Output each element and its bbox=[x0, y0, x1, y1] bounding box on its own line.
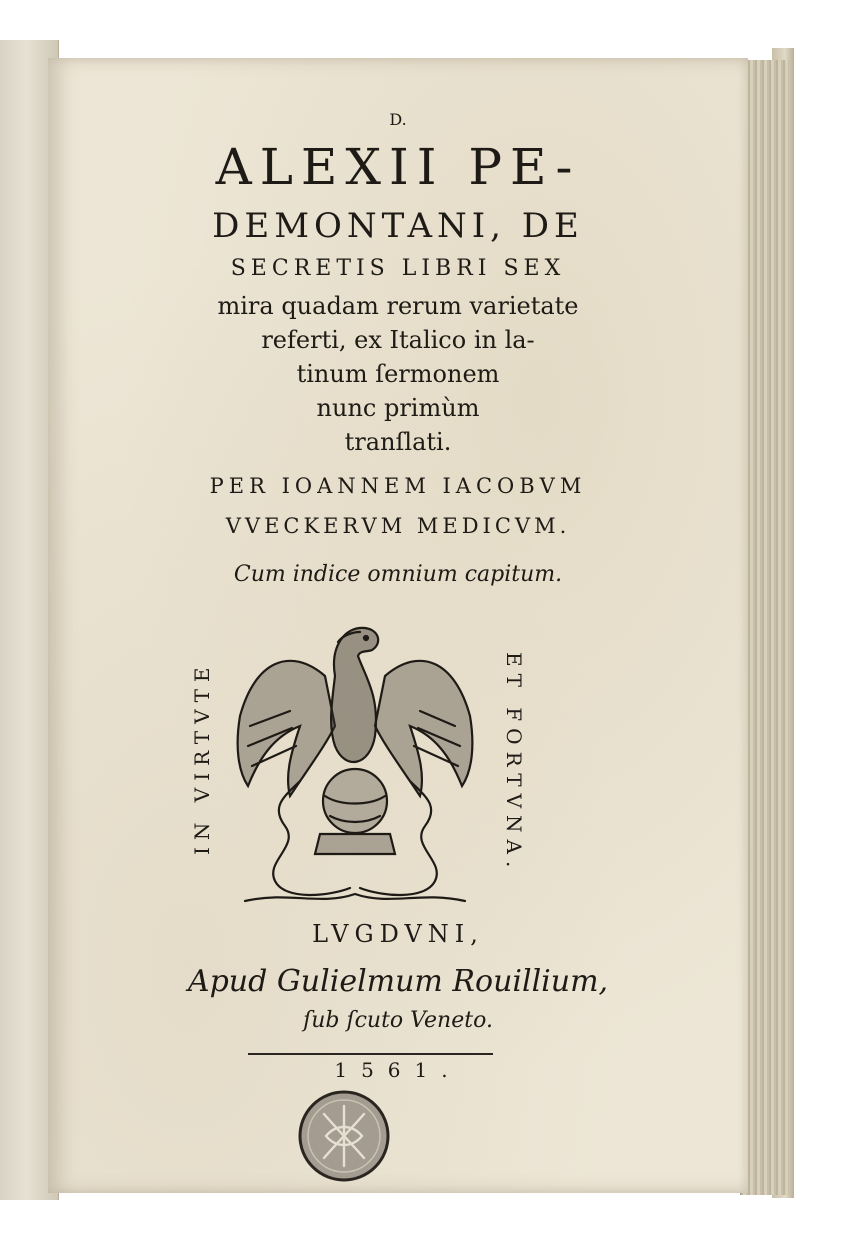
line-vveckerum: VVECKERVM MEDICVM. bbox=[225, 514, 571, 538]
title-page bbox=[48, 58, 748, 1193]
eagle-on-globe-with-serpents-icon bbox=[230, 606, 480, 911]
monogram-stamp-icon bbox=[296, 1088, 392, 1184]
line-mira: mira quadam rerum varietate bbox=[217, 292, 579, 320]
motto-right: ET FORTVNA. bbox=[502, 651, 526, 875]
line-referti: referti, ex Italico in la- bbox=[261, 326, 535, 354]
line-nunc: nunc primùm bbox=[316, 394, 480, 422]
year: 1561. bbox=[334, 1058, 462, 1082]
line-secretis: SECRETIS LIBRI SEX bbox=[230, 256, 566, 281]
line-d: D. bbox=[389, 110, 407, 129]
line-tinum: tinum ſermonem bbox=[296, 360, 500, 388]
line-alexii: ALEXII PE- bbox=[215, 138, 581, 196]
line-cum-indice: Cum indice omnium capitum. bbox=[233, 562, 563, 587]
imprint-sub-scuto: ſub ſcuto Veneto. bbox=[303, 1008, 493, 1033]
imprint-apud: Apud Gulielmum Rouillium, bbox=[187, 964, 609, 999]
line-per: PER IOANNEM IACOBVM bbox=[209, 474, 587, 498]
line-demontani: DEMONTANI, DE bbox=[212, 206, 584, 246]
motto-left: IN VIRTVTE bbox=[190, 660, 214, 856]
line-translati: tranſlati. bbox=[344, 428, 452, 456]
divider-rule bbox=[248, 1053, 493, 1055]
imprint-lugduni: LVGDVNI, bbox=[312, 920, 484, 948]
